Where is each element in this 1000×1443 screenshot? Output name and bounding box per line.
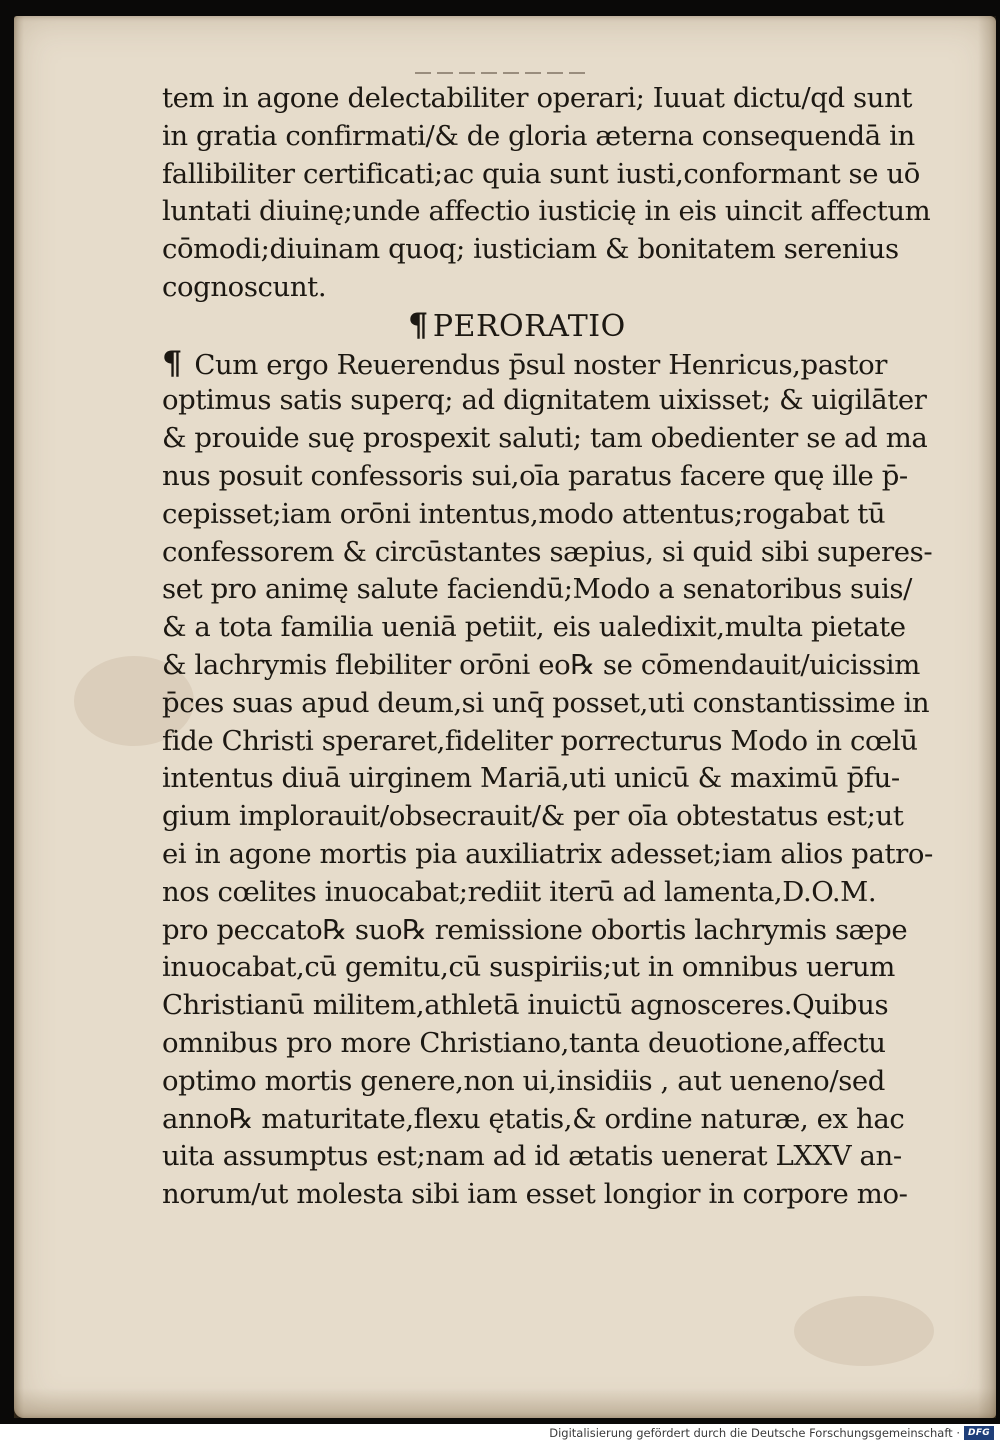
faded-catchword-mark	[415, 72, 585, 74]
text-line: tem in agone delectabiliter operari; Iuuat dictu/qd sunt	[162, 82, 913, 114]
paragraph-pilcrow-mark: ¶	[162, 344, 182, 382]
text-line: ei in agone mortis pia auxiliatrix adesset;iam alios patro-	[162, 837, 933, 870]
text-line: in gratia confirmati/& de gloria æterna consequendā in	[162, 119, 915, 152]
text-line: inuocabat,cū gemitu,cū suspiriis;ut in omnibus uerum	[162, 951, 895, 984]
page-right-shadow	[978, 16, 996, 1418]
text-line: Christianū militem,athletā inuictū agnosceres.Quibus	[162, 989, 889, 1022]
text-line: p̄ces suas apud deum,si unq̄ posset,uti constantissime in	[162, 686, 930, 719]
text-line-first	[162, 345, 952, 383]
text-line: fallibiliter certificati;ac quia sunt iusti,conformant se uō	[162, 157, 920, 190]
text-line-first-content: Cum ergo Reuerendus p̄sul noster Henricus,pastor	[194, 348, 887, 381]
text-line: nos cœlites inuocabat;rediit iterū ad lamenta,D.O.M.	[162, 875, 877, 908]
page-bottom-shadow	[14, 1388, 996, 1418]
text-line: optimo mortis genere,non ui,insidiis , aut ueneno/sed	[162, 1064, 885, 1097]
printed-text-block	[162, 80, 952, 1214]
text-line: & lachrymis flebiliter orōni eo℞ se cōmendauit/uicissim	[162, 648, 920, 681]
dfg-logo-icon: DFG	[964, 1426, 994, 1440]
heading-pilcrow-mark: ¶	[408, 305, 429, 344]
text-line: fide Christi speraret,fideliter porrecturus Modo in cœlū	[162, 724, 918, 757]
text-line: set pro animę salute faciendū;Modo a senatoribus suis/	[162, 573, 912, 606]
text-line: optimus satis superq; ad dignitatem uixisset; & uigilāter	[162, 384, 927, 417]
text-line: anno℞ maturitate,flexu ętatis,& ordine naturæ, ex hac	[162, 1102, 905, 1135]
text-line: uita assumptus est;nam ad id ætatis uenerat LXXV an-	[162, 1140, 902, 1173]
text-line: confessorem & circūstantes sæpius, si quid sibi superes-	[162, 535, 933, 568]
text-line: norum/ut molesta sibi iam esset longior in corpore mo-	[162, 1178, 908, 1211]
text-line: pro peccato℞ suo℞ remissione obortis lachrymis sæpe	[162, 913, 908, 946]
text-line: intentus diuā uirginem Mariā,uti unicū & maximū p̄fu-	[162, 762, 900, 795]
text-line: cepisset;iam orōni intentus,modo attentus;rogabat tū	[162, 497, 886, 530]
heading-text: PERORATIO	[432, 308, 626, 344]
text-line: & prouide suę prospexit saluti; tam obedienter se ad ma	[162, 422, 928, 455]
text-line: gium implorauit/obsecrauit/& per oīa obtestatus est;ut	[162, 800, 904, 833]
text-line: luntati diuinę;unde affectio iusticię in eis uincit affectum	[162, 195, 931, 228]
section-heading	[162, 307, 952, 345]
text-line: nus posuit confessoris sui,oīa paratus facere quę ille p̄-	[162, 459, 908, 492]
text-line: omnibus pro more Christiano,tanta deuotione,affectu	[162, 1026, 886, 1059]
page-left-shadow	[14, 16, 24, 1418]
funding-credit: Digitalisierung gefördert durch die Deutsche Forschungsgemeinschaft ·	[549, 1426, 960, 1440]
text-line: & a tota familia ueniā petiit, eis ualedixit,multa pietate	[162, 611, 906, 644]
text-line: cognoscunt.	[162, 270, 327, 303]
paper-stain	[794, 1296, 934, 1366]
digitization-footer	[0, 1424, 1000, 1443]
text-line: cōmodi;diuinam quoq; iusticiam & bonitatem serenius	[162, 233, 899, 266]
